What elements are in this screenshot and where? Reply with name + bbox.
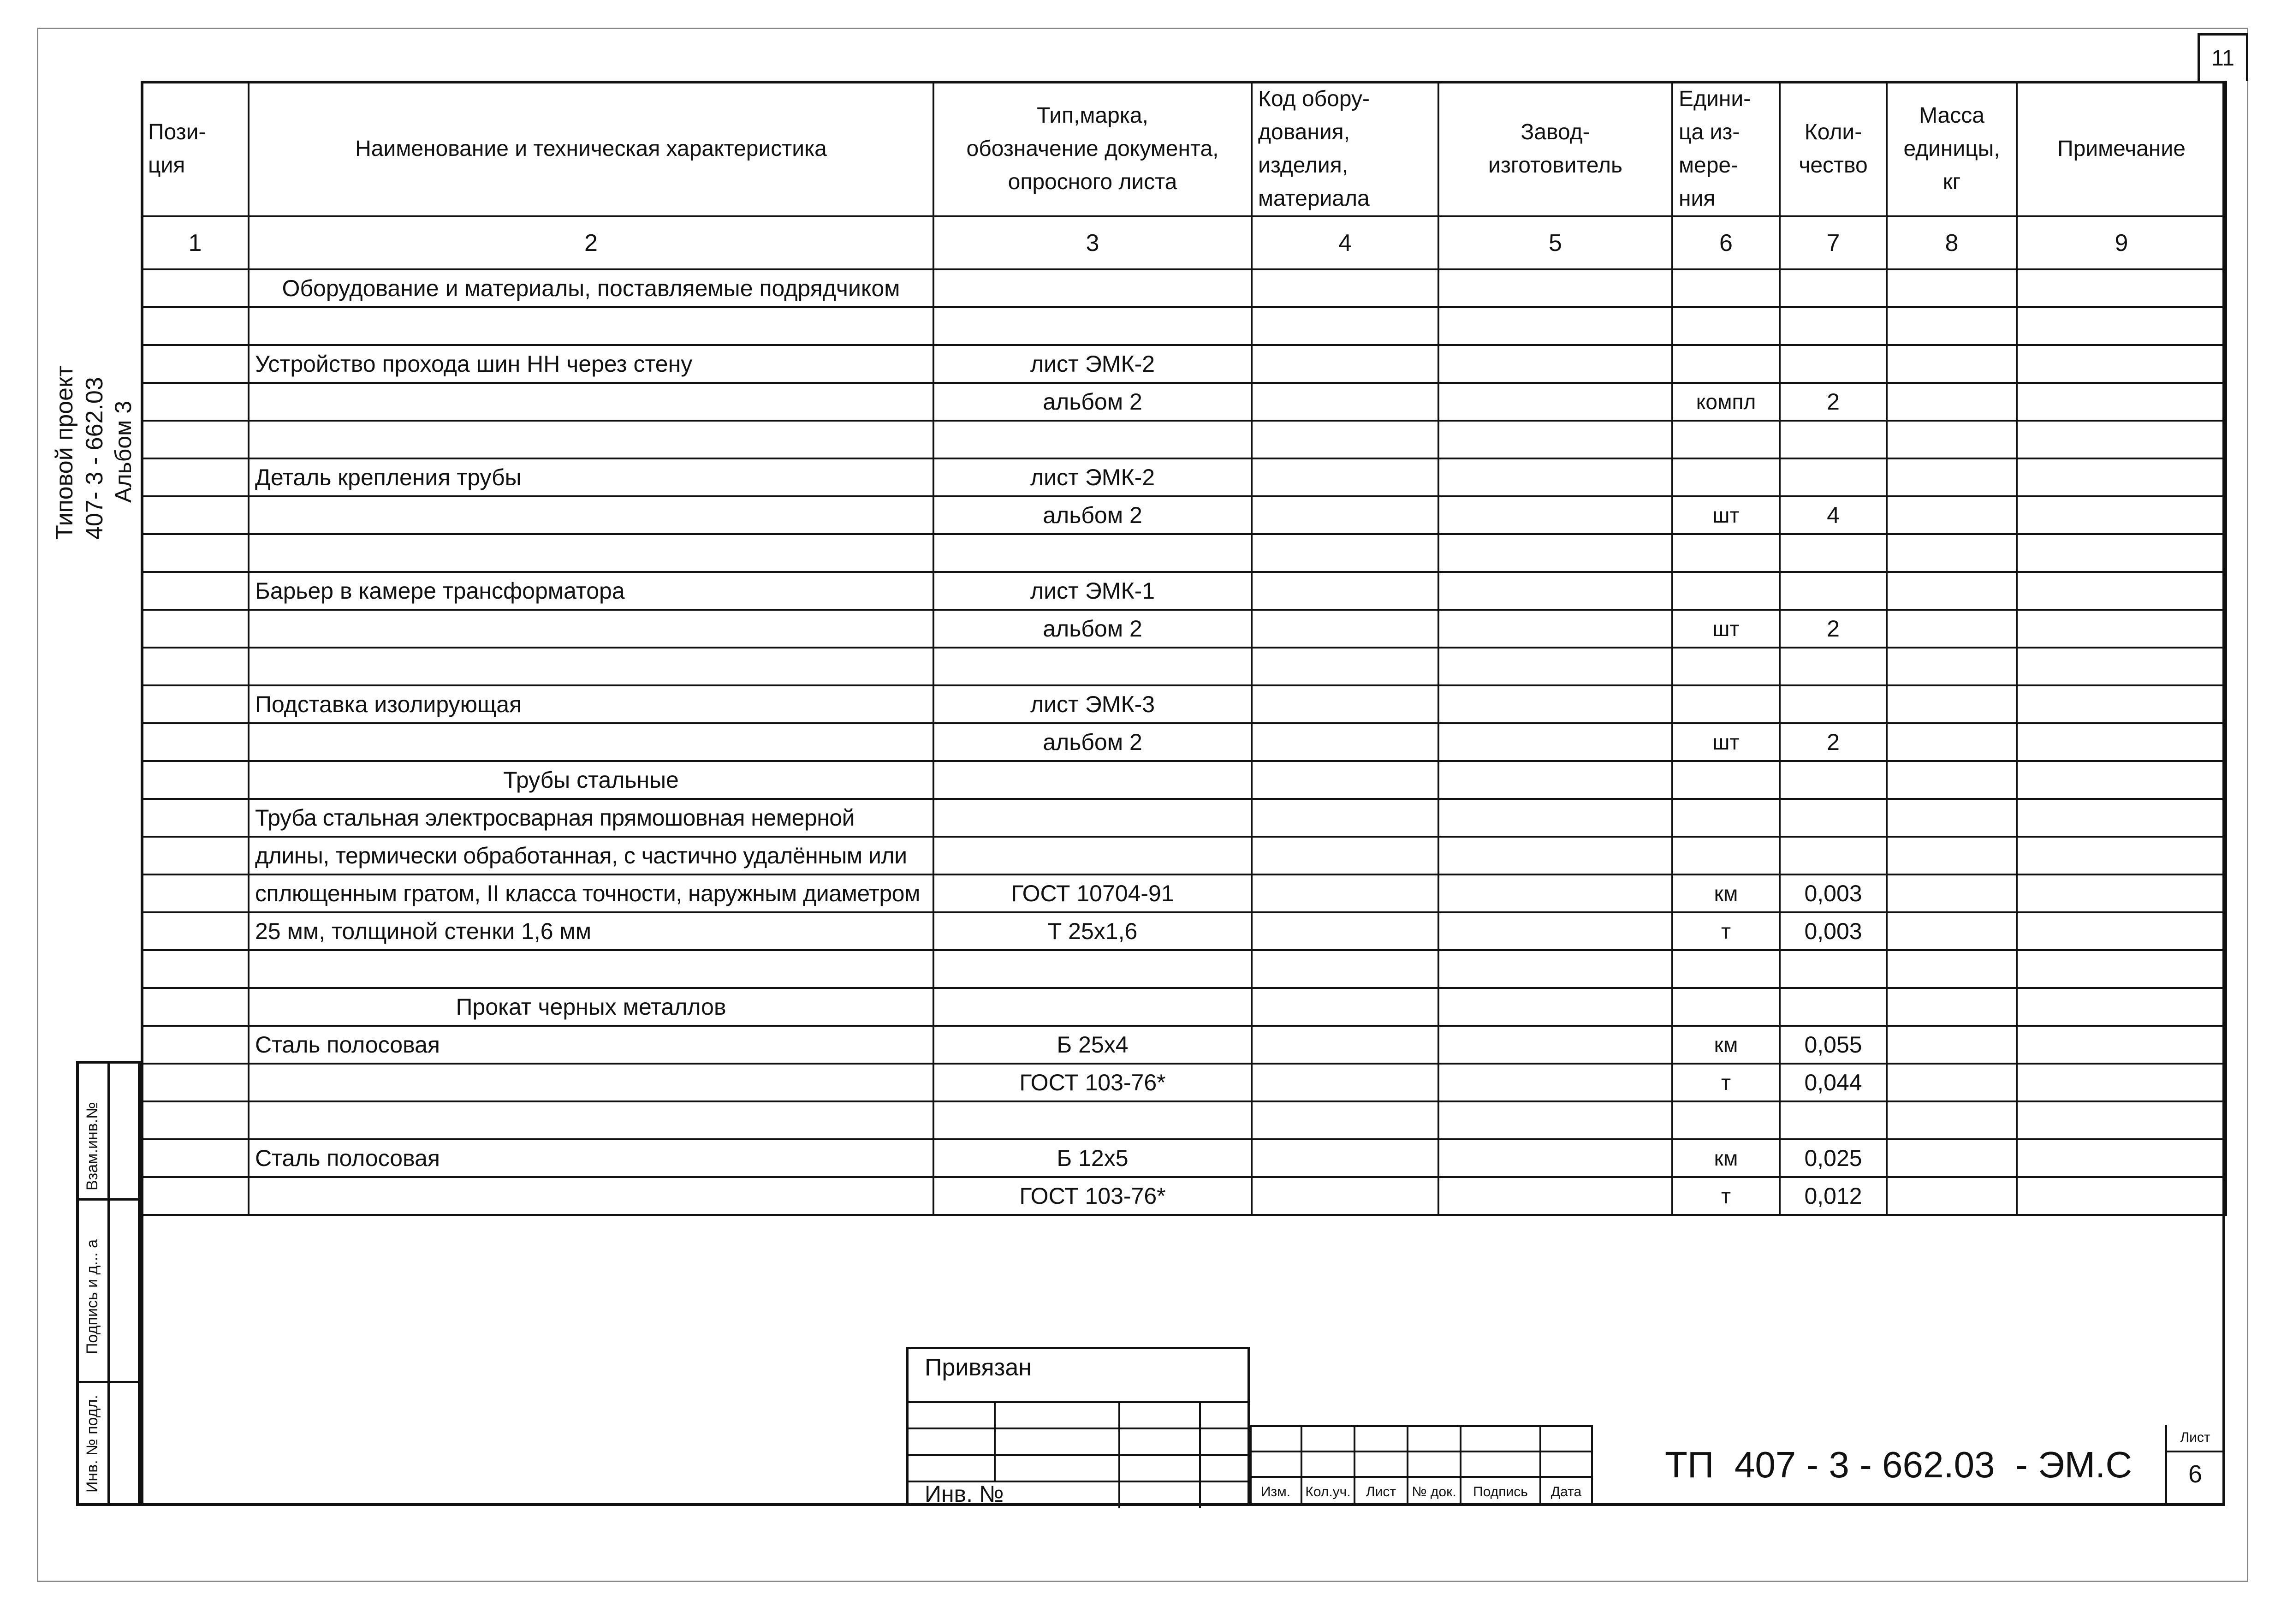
cell-note [2017,610,2226,648]
cell-mass [1887,496,2017,534]
cell-name [249,648,933,685]
column-number: 2 [249,216,933,269]
cell-unit: км [1672,874,1780,912]
cell-note [2017,761,2226,799]
header-unit: Едини- ца из- мере- ния [1672,82,1780,216]
cell-qty: 0,044 [1780,1064,1887,1101]
cell-mass [1887,912,2017,950]
cell-code [1252,648,1438,685]
cell-mass [1887,1101,2017,1139]
cell-note [2017,1026,2226,1064]
sheet-corner-number: 11 [2198,33,2248,81]
cell-unit: шт [1672,496,1780,534]
cell-qty: 4 [1780,496,1887,534]
cell-type: лист ЭМК-2 [933,458,1252,496]
cell-type: ГОСТ 10704-91 [933,874,1252,912]
cell-unit [1672,421,1780,458]
cell-type: альбом 2 [933,383,1252,421]
table-row [142,345,2226,383]
table-row [142,534,2226,572]
cell-name [249,723,933,761]
tb-sheet-label: Лист [2180,1430,2210,1445]
cell-qty [1780,534,1887,572]
header-row [142,82,2226,216]
table-row [142,1101,2226,1139]
cell-unit [1672,988,1780,1026]
cell-mass [1887,307,2017,345]
cell-mass [1887,874,2017,912]
cell-note [2017,572,2226,610]
cell-qty [1780,307,1887,345]
tb-label-izm: Изм. [1260,1484,1291,1499]
table-row [142,874,2226,912]
cell-position [142,345,249,383]
cell-mass [1887,1026,2017,1064]
table-row [142,307,2226,345]
cell-unit: т [1672,1064,1780,1101]
cell-maker [1438,610,1672,648]
cell-code [1252,1101,1438,1139]
table-row [142,1177,2226,1215]
cell-code [1252,837,1438,874]
cell-code [1252,874,1438,912]
cell-name: Прокат черных металлов [249,988,933,1026]
cell-note [2017,950,2226,988]
cell-note [2017,648,2226,685]
tb-label-kolvo: Кол.уч. [1305,1484,1351,1499]
cell-qty: 2 [1780,610,1887,648]
cell-unit: км [1672,1139,1780,1177]
cell-type [933,761,1252,799]
cell-code [1252,950,1438,988]
column-number: 4 [1252,216,1438,269]
cell-maker [1438,950,1672,988]
cell-mass [1887,1177,2017,1215]
binding-title: Привязан [925,1354,1032,1381]
column-number: 7 [1780,216,1887,269]
cell-maker [1438,1177,1672,1215]
cell-position [142,1177,249,1215]
cell-position [142,950,249,988]
cell-mass [1887,610,2017,648]
cell-unit [1672,307,1780,345]
cell-position [142,685,249,723]
cell-type: лист ЭМК-3 [933,685,1252,723]
table-row [142,458,2226,496]
cell-type [933,307,1252,345]
cell-note [2017,837,2226,874]
cell-note [2017,269,2226,307]
cell-maker [1438,307,1672,345]
cell-unit [1672,648,1780,685]
cell-qty: 2 [1780,723,1887,761]
cell-maker [1438,723,1672,761]
stamp-signature-date: Подпись и д... а [83,1239,101,1354]
cell-maker [1438,1139,1672,1177]
cell-unit [1672,685,1780,723]
cell-maker [1438,458,1672,496]
cell-code [1252,1026,1438,1064]
column-number: 6 [1672,216,1780,269]
cell-qty [1780,837,1887,874]
cell-code [1252,345,1438,383]
side-title-line2: 407- 3 - 662.03 [81,377,108,540]
cell-position [142,912,249,950]
cell-name [249,1177,933,1215]
cell-code [1252,269,1438,307]
cell-note [2017,1101,2226,1139]
cell-code [1252,307,1438,345]
header-name: Наименование и техническая характеристика [249,82,933,216]
cell-type: ГОСТ 103-76* [933,1064,1252,1101]
column-number-row [142,216,2226,269]
cell-qty [1780,761,1887,799]
cell-maker [1438,988,1672,1026]
cell-name: 25 мм, толщиной стенки 1,6 мм [249,912,933,950]
cell-qty [1780,269,1887,307]
table-row [142,496,2226,534]
cell-name: Сталь полосовая [249,1139,933,1177]
cell-name [249,610,933,648]
cell-maker [1438,1101,1672,1139]
cell-note [2017,723,2226,761]
table-row [142,1026,2226,1064]
cell-type: альбом 2 [933,496,1252,534]
cell-code [1252,421,1438,458]
cell-name: Барьер в камере трансформатора [249,572,933,610]
cell-unit [1672,761,1780,799]
cell-position [142,648,249,685]
cell-note [2017,421,2226,458]
cell-mass [1887,383,2017,421]
cell-unit [1672,950,1780,988]
cell-name [249,1064,933,1101]
cell-maker [1438,1064,1672,1101]
cell-unit: т [1672,1177,1780,1215]
cell-type [933,648,1252,685]
binding-block [906,1347,1250,1506]
cell-qty: 2 [1780,383,1887,421]
cell-unit [1672,837,1780,874]
cell-name: Труба стальная электросварная прямошовная немерной [249,799,933,837]
cell-code [1252,761,1438,799]
header-type: Тип,марка, обозначение документа, опросного листа [933,82,1252,216]
cell-qty [1780,685,1887,723]
cell-position [142,534,249,572]
table-row [142,799,2226,837]
cell-name: Подставка изолирующая [249,685,933,723]
cell-qty [1780,421,1887,458]
cell-mass [1887,723,2017,761]
cell-note [2017,874,2226,912]
cell-mass [1887,685,2017,723]
cell-type [933,534,1252,572]
cell-unit: шт [1672,610,1780,648]
cell-position [142,837,249,874]
cell-maker [1438,383,1672,421]
table-row [142,912,2226,950]
table-row [142,723,2226,761]
cell-maker [1438,648,1672,685]
cell-mass [1887,421,2017,458]
cell-note [2017,383,2226,421]
stamp-replace-inv: Взам.инв.№ [83,1102,101,1190]
cell-mass [1887,837,2017,874]
cell-code [1252,572,1438,610]
cell-type: альбом 2 [933,610,1252,648]
cell-type: Б 25х4 [933,1026,1252,1064]
cell-maker [1438,685,1672,723]
column-number: 8 [1887,216,2017,269]
cell-unit: км [1672,1026,1780,1064]
cell-mass [1887,950,2017,988]
cell-qty [1780,458,1887,496]
cell-qty [1780,648,1887,685]
cell-name [249,496,933,534]
cell-mass [1887,458,2017,496]
column-number: 9 [2017,216,2226,269]
side-title-line1: Типовой проект [51,365,78,540]
cell-mass [1887,761,2017,799]
cell-code [1252,912,1438,950]
cell-mass [1887,648,2017,685]
cell-qty: 0,012 [1780,1177,1887,1215]
cell-qty: 0,055 [1780,1026,1887,1064]
cell-position [142,723,249,761]
cell-unit [1672,345,1780,383]
cell-code [1252,534,1438,572]
table-row [142,648,2226,685]
cell-position [142,610,249,648]
cell-code [1252,988,1438,1026]
cell-unit [1672,269,1780,307]
cell-type [933,269,1252,307]
table-row [142,610,2226,648]
cell-maker [1438,496,1672,534]
cell-unit [1672,1101,1780,1139]
cell-mass [1887,534,2017,572]
cell-type: Т 25х1,6 [933,912,1252,950]
tb-label-doc: № док. [1412,1484,1456,1499]
table-row [142,269,2226,307]
header-position: Пози- ция [142,82,249,216]
table-row [142,383,2226,421]
header-qty: Коли- чество [1780,82,1887,216]
cell-maker [1438,572,1672,610]
cell-name [249,1101,933,1139]
cell-position [142,383,249,421]
cell-qty [1780,345,1887,383]
cell-unit: компл [1672,383,1780,421]
cell-position [142,307,249,345]
column-number: 3 [933,216,1252,269]
cell-name [249,534,933,572]
cell-maker [1438,421,1672,458]
cell-code [1252,383,1438,421]
cell-code [1252,1139,1438,1177]
table-row [142,421,2226,458]
cell-mass [1887,572,2017,610]
cell-mass [1887,269,2017,307]
cell-qty [1780,1101,1887,1139]
cell-position [142,458,249,496]
cell-name: Деталь крепления трубы [249,458,933,496]
cell-maker [1438,761,1672,799]
cell-position [142,1139,249,1177]
cell-type [933,988,1252,1026]
tb-label-list: Лист [1366,1484,1396,1499]
cell-note [2017,345,2226,383]
cell-unit: т [1672,912,1780,950]
cell-position [142,269,249,307]
cell-mass [1887,799,2017,837]
cell-code [1252,685,1438,723]
cell-code [1252,1177,1438,1215]
cell-position [142,572,249,610]
cell-name [249,383,933,421]
title-block [1250,1425,2225,1506]
cell-type [933,421,1252,458]
cell-name: Трубы стальные [249,761,933,799]
cell-position [142,1064,249,1101]
cell-type: лист ЭМК-2 [933,345,1252,383]
cell-code [1252,1064,1438,1101]
cell-maker [1438,799,1672,837]
cell-note [2017,912,2226,950]
cell-mass [1887,345,2017,383]
cell-mass [1887,1139,2017,1177]
cell-note [2017,458,2226,496]
cell-qty: 0,003 [1780,912,1887,950]
cell-mass [1887,1064,2017,1101]
header-mass: Масса единицы, кг [1887,82,2017,216]
table-row [142,685,2226,723]
cell-name [249,950,933,988]
cell-position [142,421,249,458]
cell-maker [1438,345,1672,383]
cell-maker [1438,269,1672,307]
cell-note [2017,1177,2226,1215]
specification-table [141,81,2227,1216]
cell-name: Сталь полосовая [249,1026,933,1064]
table-row [142,950,2226,988]
cell-name: сплющенным гратом, II класса точности, наружным диаметром [249,874,933,912]
cell-position [142,1101,249,1139]
cell-name [249,307,933,345]
cell-maker [1438,874,1672,912]
cell-position [142,761,249,799]
cell-note [2017,988,2226,1026]
cell-type: Б 12х5 [933,1139,1252,1177]
document-designation: ТП 407 - 3 - 662.03 - ЭМ.С [1665,1444,2133,1485]
table-row [142,988,2226,1026]
cell-note [2017,1139,2226,1177]
table-row [142,1064,2226,1101]
cell-name [249,421,933,458]
cell-unit [1672,534,1780,572]
table-row [142,1139,2226,1177]
cell-code [1252,723,1438,761]
cell-unit: шт [1672,723,1780,761]
cell-type [933,1101,1252,1139]
cell-name: Оборудование и материалы, поставляемые подрядчиком [249,269,933,307]
cell-qty [1780,988,1887,1026]
cell-type: лист ЭМК-1 [933,572,1252,610]
cell-qty: 0,025 [1780,1139,1887,1177]
cell-type: ГОСТ 103-76* [933,1177,1252,1215]
cell-type [933,837,1252,874]
tb-label-signature: Подпись [1473,1484,1528,1499]
cell-code [1252,496,1438,534]
cell-position [142,988,249,1026]
cell-code [1252,458,1438,496]
cell-position [142,874,249,912]
cell-note [2017,685,2226,723]
cell-maker [1438,534,1672,572]
cell-name: Устройство прохода шин НН через стену [249,345,933,383]
cell-unit [1672,799,1780,837]
stamp-original-inv: Инв. № подл. [83,1395,101,1493]
header-note: Примечание [2017,82,2226,216]
cell-code [1252,610,1438,648]
side-stamp [76,1061,141,1506]
cell-unit [1672,458,1780,496]
cell-position [142,1026,249,1064]
table-row [142,572,2226,610]
cell-note [2017,496,2226,534]
cell-position [142,799,249,837]
column-number: 5 [1438,216,1672,269]
cell-code [1252,799,1438,837]
cell-note [2017,799,2226,837]
cell-qty: 0,003 [1780,874,1887,912]
cell-qty [1780,799,1887,837]
cell-mass [1887,988,2017,1026]
header-maker: Завод- изготовитель [1438,82,1672,216]
table-row [142,837,2226,874]
cell-qty [1780,572,1887,610]
cell-maker [1438,912,1672,950]
cell-position [142,496,249,534]
cell-type [933,799,1252,837]
cell-unit [1672,572,1780,610]
tb-label-date: Дата [1550,1484,1582,1499]
header-code: Код обору- дования, изделия, материала [1252,82,1438,216]
cell-note [2017,307,2226,345]
cell-name: длины, термически обработанная, с частично удалённым или [249,837,933,874]
table-row [142,761,2226,799]
cell-qty [1780,950,1887,988]
side-title-line3: Альбом 3 [110,400,136,503]
cell-maker [1438,837,1672,874]
cell-note [2017,534,2226,572]
cell-note [2017,1064,2226,1101]
cell-type: альбом 2 [933,723,1252,761]
binding-inv-label: Инв. № [925,1481,1004,1507]
column-number: 1 [142,216,249,269]
tb-sheet-number: 6 [2188,1460,2203,1488]
cell-type [933,950,1252,988]
cell-maker [1438,1026,1672,1064]
